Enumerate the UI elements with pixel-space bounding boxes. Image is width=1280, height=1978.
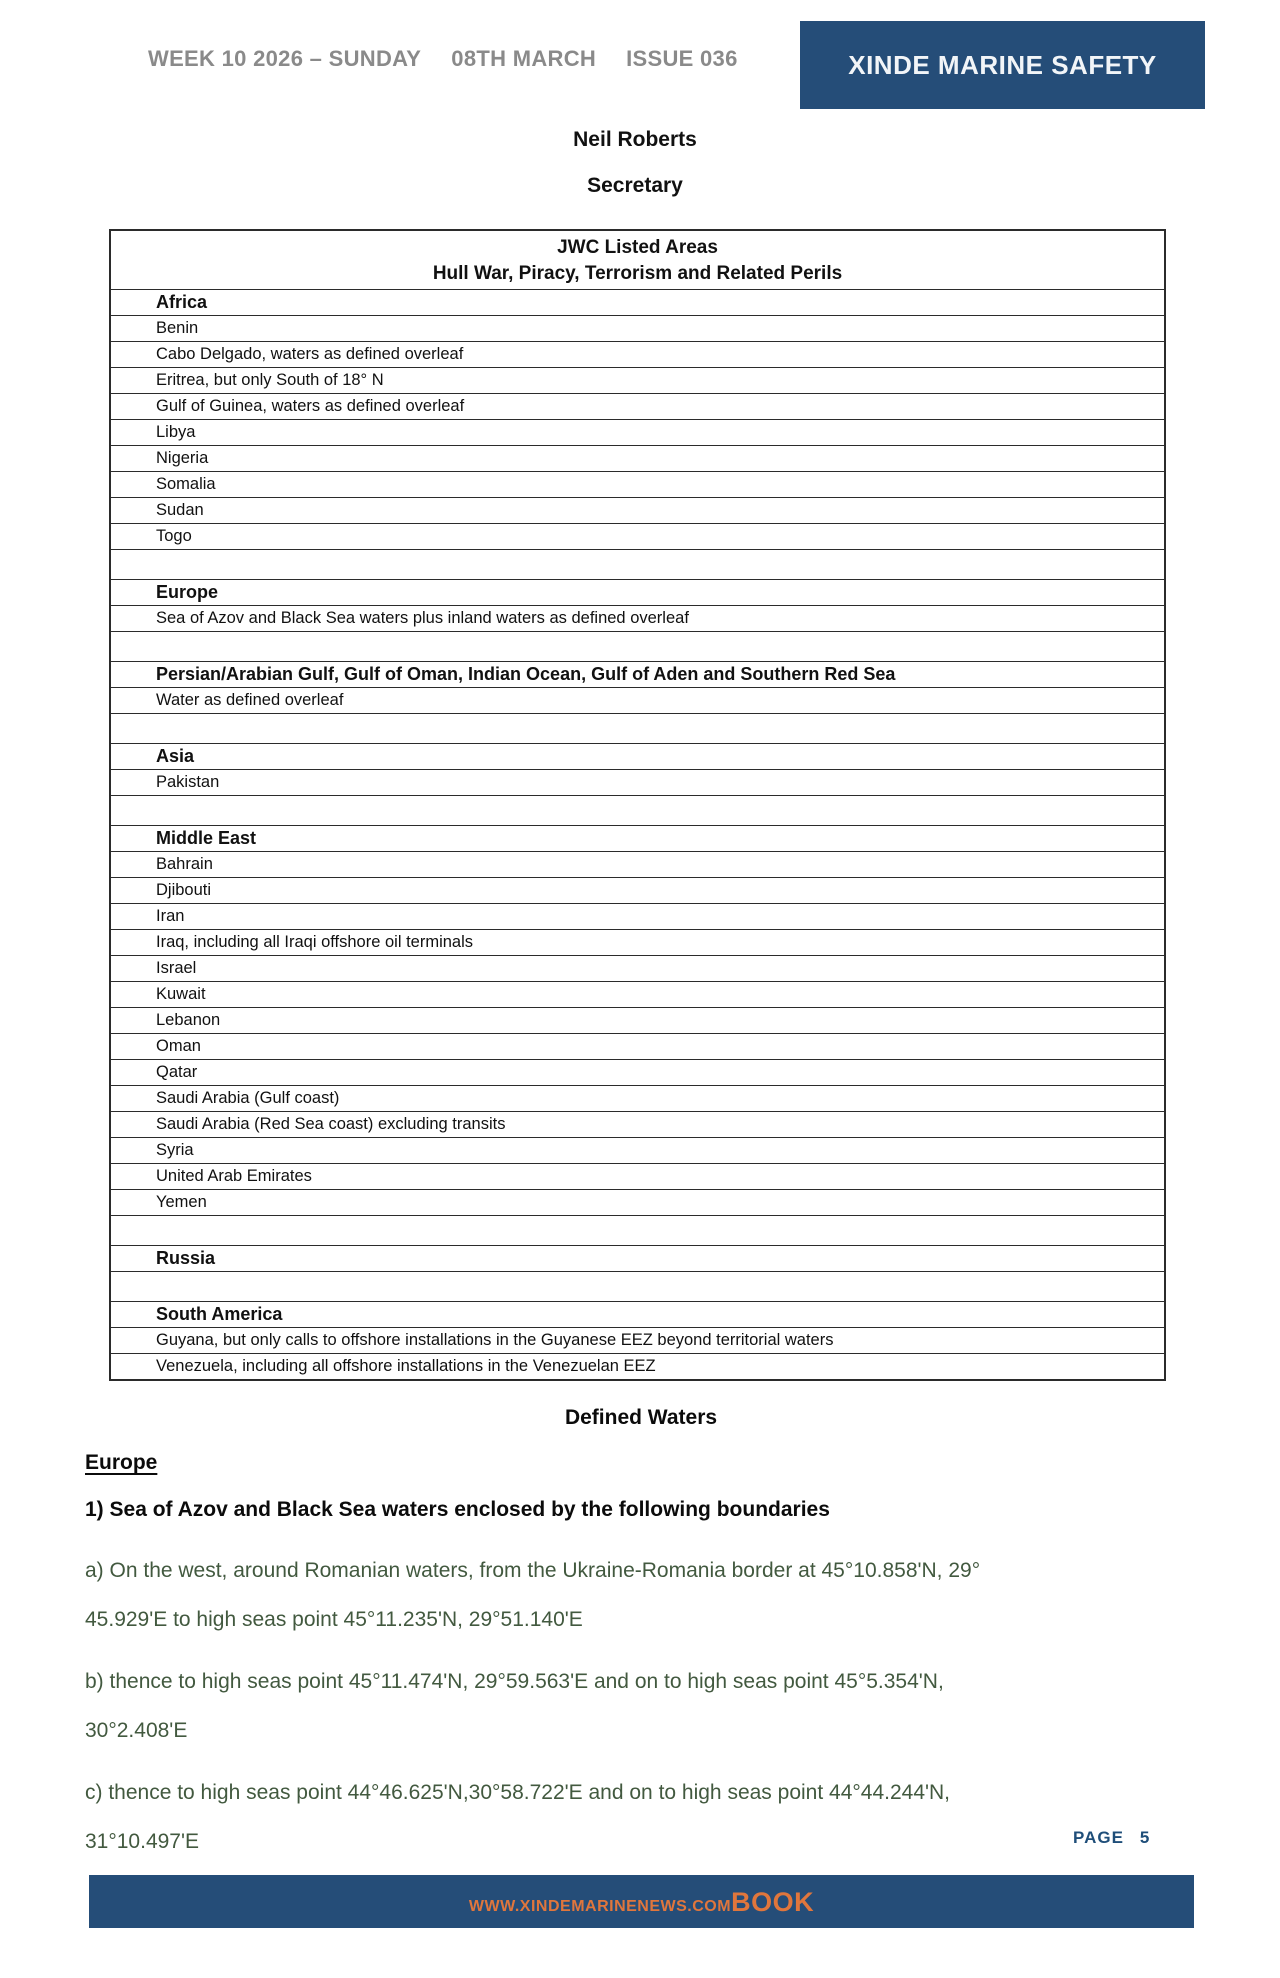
table-section-row: Europe	[111, 579, 1164, 605]
table-row: Kuwait	[111, 981, 1164, 1007]
boundary-paragraph	[85, 1546, 1197, 1644]
table-title-line-2: Hull War, Piracy, Terrorism and Related Perils	[432, 263, 843, 284]
byline-name: Neil Roberts	[573, 128, 697, 151]
table-row: Benin	[111, 315, 1164, 341]
defined-waters-section	[85, 1406, 1197, 1879]
table-section-row: Asia	[111, 743, 1164, 769]
boundary-line: c) thence to high seas point 44°46.625'N,30°58.722'E and on to high seas point 44°44.244'N,	[85, 1781, 951, 1804]
boundary-line: 30°2.408'E	[85, 1719, 188, 1742]
boundary-line: a) On the west, around Romanian waters, from the Ukraine-Romania border at 45°10.858'N, 29°	[85, 1559, 981, 1582]
issue-segment: 08TH MARCH	[451, 46, 597, 71]
table-row: Bahrain	[111, 851, 1164, 877]
table-row: Oman	[111, 1033, 1164, 1059]
footer-url[interactable]: WWW.XINDEMARINENEWS.COM	[468, 1898, 732, 1915]
table-row: Venezuela, including all offshore installations in the Venezuelan EEZ	[111, 1353, 1164, 1379]
table-row: Water as defined overleaf	[111, 687, 1164, 713]
table-row: Iraq, including all Iraqi offshore oil terminals	[111, 929, 1164, 955]
table-row: Gulf of Guinea, waters as defined overleaf	[111, 393, 1164, 419]
page-label: PAGE	[1073, 1828, 1124, 1847]
page-number: 5	[1139, 1828, 1151, 1847]
table-section-row: Russia	[111, 1245, 1164, 1271]
table-section-row: Africa	[111, 289, 1164, 315]
table-section-row: Middle East	[111, 825, 1164, 851]
boundary-line: b) thence to high seas point 45°11.474'N, 29°59.563'E and on to high seas point 45°5.354'N,	[85, 1670, 944, 1693]
table-row: Pakistan	[111, 769, 1164, 795]
table-section-row: South America	[111, 1301, 1164, 1327]
issue-line	[148, 46, 738, 72]
table-row: Eritrea, but only South of 18° N	[111, 367, 1164, 393]
issue-segment: ISSUE 036	[626, 46, 738, 71]
footer-url-suffix: BOOK	[731, 1887, 815, 1917]
boundary-line: 31°10.497'E	[85, 1830, 200, 1853]
byline-title: Secretary	[587, 174, 683, 197]
table-row: Guyana, but only calls to offshore installations in the Guyanese EEZ beyond territorial waters	[111, 1327, 1164, 1353]
table-section-row: Persian/Arabian Gulf, Gulf of Oman, Indian Ocean, Gulf of Aden and Southern Red Sea	[111, 661, 1164, 687]
boundary-list-heading: 1) Sea of Azov and Black Sea waters enclosed by the following boundaries	[85, 1498, 830, 1521]
table-row: Sea of Azov and Black Sea waters plus inland waters as defined overleaf	[111, 605, 1164, 631]
boundary-paragraph	[85, 1768, 1197, 1866]
table-row: Cabo Delgado, waters as defined overleaf	[111, 341, 1164, 367]
table-row: Qatar	[111, 1059, 1164, 1085]
table-empty-row	[111, 1215, 1164, 1245]
table-row: United Arab Emirates	[111, 1163, 1164, 1189]
table-row: Nigeria	[111, 445, 1164, 471]
table-row: Somalia	[111, 471, 1164, 497]
table-row: Djibouti	[111, 877, 1164, 903]
table-row: Saudi Arabia (Gulf coast)	[111, 1085, 1164, 1111]
europe-region-heading: Europe	[85, 1451, 158, 1474]
table-row: Togo	[111, 523, 1164, 549]
page-indicator	[1073, 1828, 1150, 1848]
table-empty-row	[111, 549, 1164, 579]
table-row: Saudi Arabia (Red Sea coast) excluding transits	[111, 1111, 1164, 1137]
jwc-listed-areas-table	[109, 229, 1166, 1381]
table-row: Iran	[111, 903, 1164, 929]
table-row: Syria	[111, 1137, 1164, 1163]
boundary-paragraph	[85, 1657, 1197, 1755]
issue-segment: WEEK 10 2026 – SUNDAY	[148, 46, 422, 71]
boundary-line: 45.929'E to high seas point 45°11.235'N, 29°51.140'E	[85, 1608, 583, 1631]
table-row: Libya	[111, 419, 1164, 445]
table-row: Sudan	[111, 497, 1164, 523]
table-row: Lebanon	[111, 1007, 1164, 1033]
table-row: Yemen	[111, 1189, 1164, 1215]
brand-banner-text: XINDE MARINE SAFETY	[848, 49, 1157, 80]
defined-waters-title: Defined Waters	[564, 1406, 718, 1429]
table-title-row	[111, 231, 1164, 289]
table-empty-row	[111, 1271, 1164, 1301]
boundary-paragraphs	[85, 1546, 1197, 1866]
table-empty-row	[111, 795, 1164, 825]
brand-banner	[800, 21, 1205, 109]
table-empty-row	[111, 631, 1164, 661]
table-title-line-1: JWC Listed Areas	[557, 237, 718, 258]
table-empty-row	[111, 713, 1164, 743]
table-row: Israel	[111, 955, 1164, 981]
footer-bar	[89, 1875, 1194, 1928]
